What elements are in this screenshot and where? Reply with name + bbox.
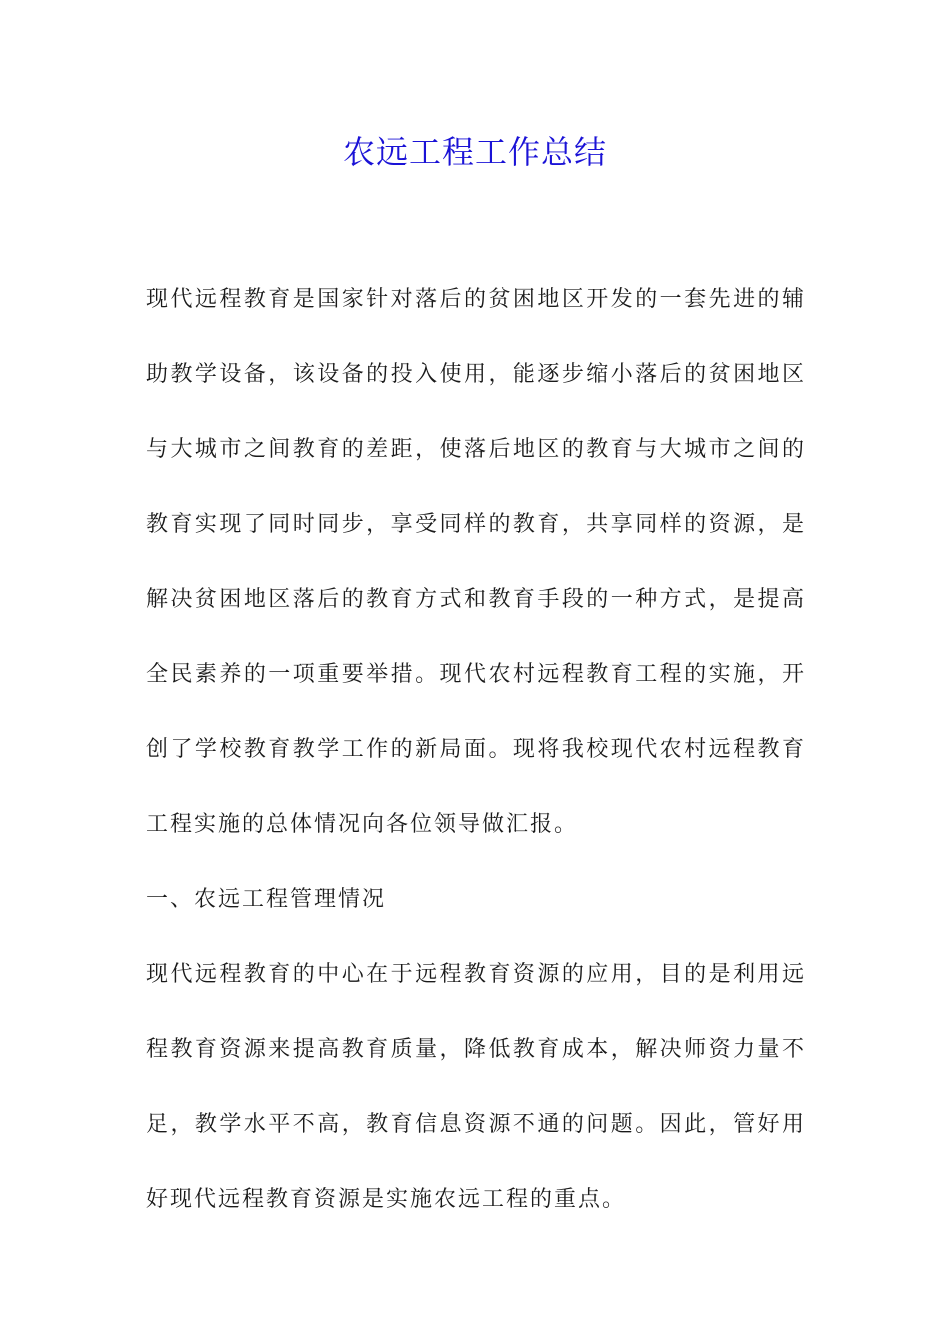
section-paragraph: 现代远程教育的中心在于远程教育资源的应用，目的是利用远程教育资源来提高教育质量，降低教育成本，解决师资力量不足，教学水平不高，教育信息资源不通的问题。因此，管好用好现代远程教育资源是实施农远工程的重点。 <box>146 962 806 1212</box>
document-body <box>146 262 806 1237</box>
section-heading: 一、农远工程管理情况 <box>146 887 387 912</box>
intro-paragraph: 现代远程教育是国家针对落后的贫困地区开发的一套先进的辅助教学设备，该设备的投入使用，能逐步缩小落后的贫困地区与大城市之间教育的差距，使落后地区的教育与大城市之间的教育实现了同时同步，享受同样的教育，共享同样的资源，是解决贫困地区落后的教育方式和教育手段的一种方式，是提高全民素养的一项重要举措。现代农村远程教育工程的实施，开创了学校教育教学工作的新局面。现将我校现代农村远程教育工程实施的总体情况向各位领导做汇报。 <box>146 287 806 837</box>
document-title: 农远工程工作总结 <box>342 133 607 171</box>
